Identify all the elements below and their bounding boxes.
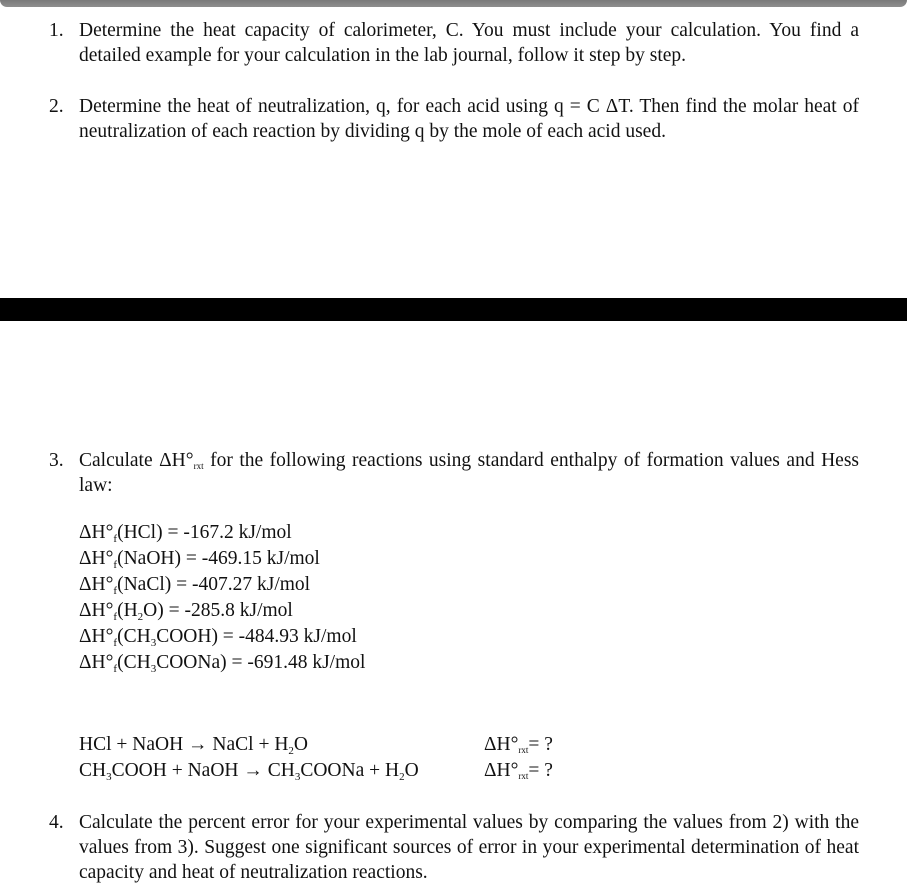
text-segment: COONa) = -691.48 kJ/mol	[156, 652, 366, 673]
subscript: rxt	[193, 461, 204, 471]
question-text: Determine the heat of neutralization, q, for each acid using q = C ΔT. Then find the molar heat of neutralization of each reaction by dividing q by the mole of each acid used.	[79, 96, 859, 142]
text-segment: ΔH°	[484, 734, 519, 755]
subscript: f	[113, 663, 118, 675]
subscript: 2	[137, 611, 144, 623]
reaction-enthalpy	[484, 758, 553, 784]
text-segment: COONa + H	[300, 760, 400, 781]
text-segment: = ?	[528, 760, 553, 781]
reaction-enthalpy	[484, 732, 553, 758]
subscript: 2	[288, 745, 294, 757]
question-4	[49, 810, 859, 885]
subscript: 2	[399, 771, 405, 783]
question-3	[49, 448, 859, 498]
formation-value-naoh	[79, 546, 365, 572]
reaction-equations	[79, 732, 419, 784]
text-segment: (NaCl) = -407.27 kJ/mol	[117, 574, 311, 595]
text-segment: COOH) = -484.93 kJ/mol	[156, 626, 357, 647]
formation-values-list	[79, 520, 365, 676]
question-number: 1.	[49, 20, 64, 41]
formation-value-hcl	[79, 520, 365, 546]
text-segment: ΔH°	[79, 600, 114, 621]
question-text	[79, 448, 859, 498]
text-segment: (H	[117, 600, 138, 621]
question-text: Calculate the percent error for your experimental values by comparing the values from 2) with the values from 3). Suggest one significant sources of error in your experimental determination of heat capacity and heat of neutralization reactions.	[79, 812, 859, 883]
text-segment: O) = -285.8 kJ/mol	[143, 600, 293, 621]
text-segment: for the following reactions using standard enthalpy of formation values and Hess law:	[79, 450, 859, 496]
question-2	[49, 94, 859, 144]
reaction-equation	[79, 732, 419, 758]
subscript: f	[113, 533, 118, 545]
text-segment: ΔH°	[79, 626, 114, 647]
subscript: 3	[150, 663, 157, 675]
subscript: f	[113, 611, 118, 623]
text-segment: O	[293, 734, 308, 755]
redaction-bar	[0, 298, 907, 321]
text-segment: COOH + NaOH → CH	[111, 760, 295, 781]
window-top-bar	[0, 0, 907, 7]
text-segment: HCl + NaOH → NaCl + H	[79, 734, 289, 755]
question-1	[49, 18, 859, 68]
text-segment: ΔH°	[484, 760, 519, 781]
subscript: f	[113, 637, 118, 649]
subscript: f	[113, 585, 118, 597]
text-segment: (CH	[117, 626, 151, 647]
formation-value-nacl	[79, 572, 365, 598]
subscript: rxt	[518, 771, 529, 781]
text-segment: (CH	[117, 652, 151, 673]
question-number: 3.	[49, 450, 64, 471]
subscript: 3	[150, 637, 157, 649]
text-segment: O	[404, 760, 419, 781]
reaction-results	[484, 732, 553, 784]
text-segment: ΔH°	[79, 548, 114, 569]
subscript: f	[113, 559, 118, 571]
formation-value-ch3cooh	[79, 624, 365, 650]
text-segment: Calculate ΔH°	[79, 450, 194, 471]
question-number: 4.	[49, 812, 64, 833]
subscript: 3	[294, 771, 301, 783]
text-segment: CH	[79, 760, 107, 781]
text-segment: = ?	[528, 734, 553, 755]
text-segment: ΔH°	[79, 652, 114, 673]
text-segment: ΔH°	[79, 574, 114, 595]
text-segment: (HCl) = -167.2 kJ/mol	[117, 522, 292, 543]
text-segment: (NaOH) = -469.15 kJ/mol	[117, 548, 320, 569]
reaction-equation	[79, 758, 419, 784]
formation-value-ch3coona	[79, 650, 365, 676]
subscript: rxt	[518, 745, 529, 755]
subscript: 3	[106, 771, 112, 783]
question-number: 2.	[49, 96, 64, 117]
question-text: Determine the heat capacity of calorimeter, C. You must include your calculation. You find a detailed example for your calculation in the lab journal, follow it step by step.	[79, 20, 859, 66]
formation-value-h2o	[79, 598, 365, 624]
text-segment: ΔH°	[79, 522, 114, 543]
